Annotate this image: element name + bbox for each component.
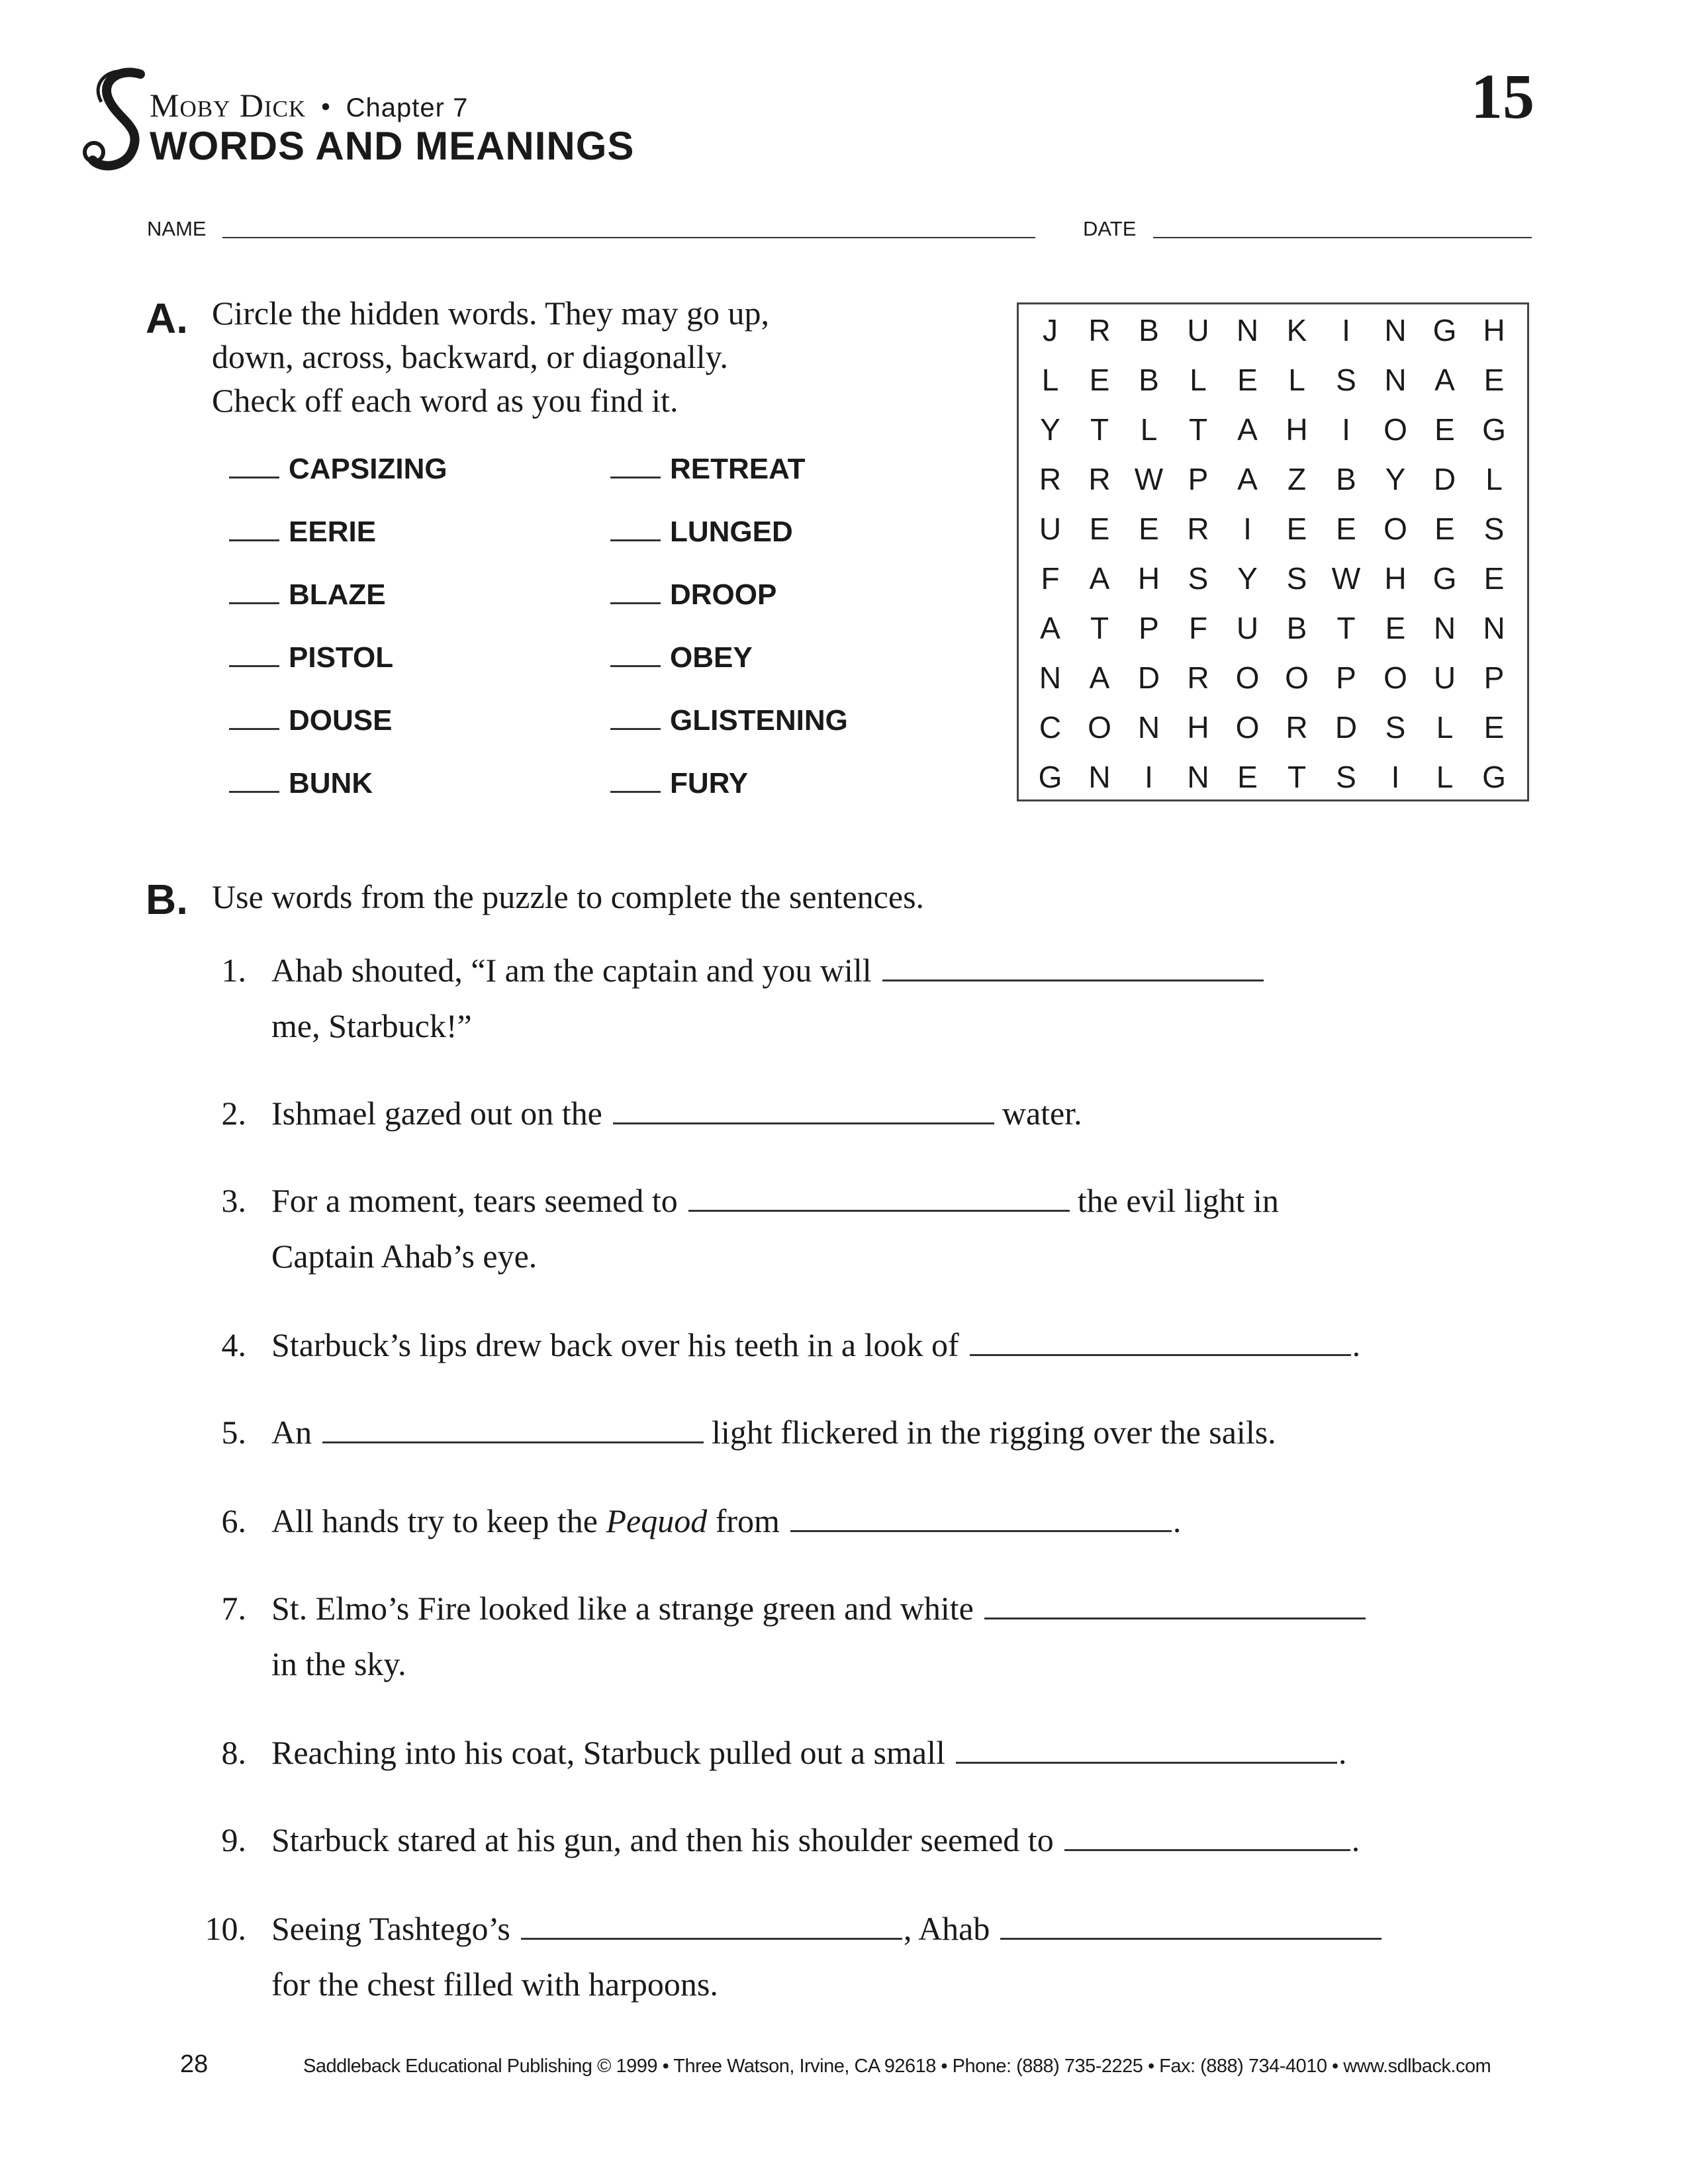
name-label: NAME (147, 217, 207, 240)
sentence-text: . (1338, 1734, 1347, 1771)
chapter-label: Chapter 7 (346, 93, 469, 122)
sentence-text: Seeing Tashtego’s (271, 1910, 510, 1947)
checkoff-blank[interactable] (610, 764, 661, 793)
grid-letter[interactable]: C (1039, 710, 1062, 745)
word-label: BUNK (289, 767, 373, 799)
grid-letter[interactable]: A (1237, 412, 1258, 447)
grid-letter[interactable]: K (1286, 313, 1307, 347)
word-entry (610, 576, 776, 612)
sentence-text: . (1352, 1326, 1361, 1363)
grid-letter[interactable]: D (1335, 710, 1358, 745)
grid-letter[interactable]: R (1088, 462, 1111, 496)
grid-letter[interactable]: E (1434, 412, 1455, 447)
sentence-text: from (715, 1502, 780, 1539)
sentence-text: An (271, 1414, 312, 1451)
grid-letter[interactable]: E (1286, 512, 1307, 546)
ship-name: Pequod (606, 1502, 708, 1539)
grid-letter[interactable]: O (1235, 660, 1260, 695)
grid-letter[interactable]: L (1485, 462, 1503, 496)
sentence-text: Starbuck stared at his gun, and then his shoulder seemed to (271, 1821, 1054, 1858)
checkoff-blank[interactable] (610, 576, 661, 604)
sentence-2 (271, 1085, 1082, 1141)
answer-blank[interactable] (322, 1411, 704, 1443)
grid-letter[interactable]: N (1187, 760, 1209, 794)
grid-letter[interactable]: P (1336, 660, 1356, 695)
answer-blank[interactable] (521, 1907, 902, 1940)
grid-letter[interactable]: G (1482, 412, 1506, 447)
checkoff-blank[interactable] (229, 513, 279, 541)
grid-letter[interactable]: E (1434, 512, 1455, 546)
sentence-number: 5. (221, 1414, 246, 1451)
grid-letter[interactable]: E (1237, 760, 1258, 794)
grid-letter[interactable]: B (1139, 313, 1159, 347)
grid-letter[interactable]: B (1336, 462, 1356, 496)
grid-letter[interactable]: U (1433, 660, 1456, 695)
grid-letter[interactable]: P (1139, 611, 1159, 645)
sentence-1 (271, 942, 1268, 1054)
word-label: CAPSIZING (289, 453, 447, 485)
instruction-line: Circle the hidden words. They may go up, (212, 295, 769, 332)
grid-letter[interactable]: N (1433, 611, 1456, 645)
sentence-number: 7. (221, 1590, 246, 1627)
sentence-5 (271, 1404, 1276, 1460)
sentence-number: 3. (221, 1182, 246, 1219)
name-field[interactable] (222, 237, 1035, 238)
grid-letter[interactable]: T (1188, 412, 1208, 447)
sentence-number: 9. (221, 1821, 246, 1858)
sentence-text: Ahab shouted, “I am the captain and you will (271, 952, 872, 989)
grid-letter[interactable]: G (1038, 760, 1062, 794)
publisher-footer: Saddleback Educational Publishing © 1999 • Three Watson, Irvine, CA 92618 • Phone: (888) 735-2225 • Fax: (888) 734-4010 • www.sdlback.com (303, 2056, 1491, 2077)
grid-letter[interactable]: S (1483, 512, 1505, 546)
answer-blank[interactable] (613, 1092, 994, 1124)
grid-letter[interactable]: T (1336, 611, 1356, 645)
sentence-text: , Ahab (903, 1910, 990, 1947)
word-entry (229, 764, 373, 800)
grid-letter[interactable]: A (1434, 363, 1455, 397)
word-entry (229, 450, 447, 486)
grid-letter[interactable]: P (1483, 660, 1505, 695)
grid-letter[interactable]: D (1433, 462, 1456, 496)
sentence-number: 8. (221, 1734, 246, 1771)
answer-blank[interactable] (970, 1324, 1351, 1356)
grid-letter[interactable]: B (1286, 611, 1307, 645)
sentence-9 (271, 1812, 1360, 1868)
sentence-text: water. (1002, 1095, 1082, 1132)
grid-letter[interactable]: I (1243, 512, 1252, 546)
sentence-4 (271, 1317, 1360, 1373)
grid-letter[interactable]: F (1188, 611, 1208, 645)
grid-letter[interactable]: H (1384, 561, 1407, 596)
sentence-text: light flickered in the rigging over the sails. (712, 1414, 1276, 1451)
grid-letter[interactable]: Y (1385, 462, 1406, 496)
sentence-text: St. Elmo’s Fire looked like a strange green and white (271, 1590, 974, 1627)
grid-letter[interactable]: R (1187, 660, 1209, 695)
sentence-text: Captain Ahab’s eye. (271, 1238, 538, 1275)
grid-row (1019, 653, 1527, 703)
grid-letter[interactable]: E (1483, 710, 1505, 745)
grid-letter[interactable]: N (1483, 611, 1505, 645)
grid-row (1019, 455, 1527, 504)
grid-letter[interactable]: T (1287, 760, 1307, 794)
grid-letter[interactable]: T (1090, 412, 1109, 447)
title-separator: • (320, 91, 332, 123)
sentence-text: Starbuck’s lips drew back over his teeth in a look of (271, 1326, 959, 1363)
sentence-text: For a moment, tears seemed to (271, 1182, 678, 1219)
checkoff-blank[interactable] (229, 576, 279, 604)
checkoff-blank[interactable] (610, 450, 661, 478)
sentence-3 (271, 1173, 1279, 1284)
grid-letter[interactable]: I (1342, 313, 1350, 347)
grid-letter[interactable]: P (1188, 462, 1209, 496)
date-label: DATE (1083, 217, 1137, 240)
grid-row (1019, 554, 1527, 604)
word-entry (610, 702, 848, 737)
word-entry (610, 764, 748, 800)
word-label: DOUSE (289, 704, 393, 737)
checkoff-blank[interactable] (610, 513, 661, 541)
grid-letter[interactable]: H (1137, 561, 1160, 596)
grid-letter[interactable]: F (1041, 561, 1060, 596)
grid-letter[interactable]: E (1237, 363, 1258, 397)
answer-blank[interactable] (956, 1731, 1337, 1764)
grid-letter[interactable]: D (1137, 660, 1160, 695)
word-entry (610, 513, 793, 549)
sheet-number: 15 (1471, 61, 1534, 132)
section-b-instructions: Use words from the puzzle to complete the sentences. (212, 878, 925, 915)
grid-letter[interactable]: G (1432, 313, 1457, 347)
checkoff-blank[interactable] (610, 639, 661, 667)
grid-letter[interactable]: W (1331, 561, 1361, 596)
sentence-text: All hands try to keep the (271, 1502, 598, 1539)
answer-blank[interactable] (1064, 1819, 1350, 1851)
grid-letter[interactable]: U (1039, 512, 1062, 546)
grid-row (1019, 405, 1527, 455)
answer-blank[interactable] (790, 1500, 1172, 1532)
sentence-number: 2. (221, 1095, 246, 1132)
grid-letter[interactable]: A (1089, 660, 1110, 695)
sentence-text: the evil light in (1077, 1182, 1279, 1219)
sentence-text: Ishmael gazed out on the (271, 1095, 602, 1132)
grid-letter[interactable]: L (1288, 363, 1305, 397)
word-label: DROOP (670, 578, 777, 611)
sentence-number: 4. (221, 1326, 246, 1363)
grid-letter[interactable]: L (1436, 760, 1454, 794)
sentence-text: in the sky. (271, 1645, 406, 1682)
checkoff-blank[interactable] (610, 702, 661, 730)
grid-row (1019, 306, 1527, 355)
sentence-10 (271, 1901, 1385, 2012)
grid-letter[interactable]: L (1140, 412, 1158, 447)
word-entry (229, 513, 376, 549)
grid-row (1019, 504, 1527, 554)
grid-letter[interactable]: H (1483, 313, 1505, 347)
grid-letter[interactable]: E (1483, 363, 1505, 397)
word-label: BLAZE (289, 578, 386, 611)
grid-letter[interactable]: U (1187, 313, 1209, 347)
grid-letter[interactable]: N (1384, 313, 1407, 347)
grid-row (1019, 604, 1527, 653)
word-label: RETREAT (670, 453, 806, 485)
instruction-line: Check off each word as you find it. (212, 382, 679, 419)
grid-letter[interactable]: L (1041, 363, 1059, 397)
grid-letter[interactable]: E (1336, 512, 1356, 546)
word-entry (229, 702, 392, 737)
word-entry (610, 639, 753, 674)
grid-letter[interactable]: S (1188, 561, 1209, 596)
grid-letter[interactable]: L (1436, 710, 1454, 745)
grid-letter[interactable]: N (1236, 313, 1259, 347)
grid-letter[interactable]: A (1040, 611, 1060, 645)
grid-letter[interactable]: R (1039, 462, 1062, 496)
section-a-letter: A. (146, 295, 188, 342)
word-entry (229, 576, 386, 612)
grid-letter[interactable]: H (1187, 710, 1209, 745)
word-label: PISTOL (289, 641, 394, 674)
grid-letter[interactable]: A (1237, 462, 1258, 496)
sentence-number: 10. (205, 1910, 246, 1947)
word-label: GLISTENING (670, 704, 848, 737)
word-label: EERIE (289, 516, 377, 548)
grid-letter[interactable]: Z (1287, 462, 1307, 496)
sentence-number: 1. (221, 952, 246, 989)
sentence-number: 6. (221, 1502, 246, 1539)
grid-letter[interactable]: G (1482, 760, 1506, 794)
sentence-8 (271, 1725, 1346, 1780)
word-search-grid[interactable] (1017, 302, 1529, 801)
sentence-text: . (1172, 1502, 1182, 1539)
answer-blank[interactable] (882, 949, 1264, 981)
sentence-6 (271, 1493, 1181, 1549)
grid-letter[interactable]: N (1088, 760, 1111, 794)
grid-letter[interactable]: O (1235, 710, 1260, 745)
grid-letter[interactable]: Y (1040, 412, 1060, 447)
grid-row (1019, 703, 1527, 752)
grid-letter[interactable]: R (1187, 512, 1209, 546)
grid-letter[interactable]: J (1043, 313, 1058, 347)
grid-letter[interactable]: S (1336, 760, 1356, 794)
grid-letter[interactable]: R (1286, 710, 1308, 745)
sentence-text: for the chest filled with harpoons. (271, 1966, 718, 2003)
sentence-text: . (1351, 1821, 1360, 1858)
book-title-line (150, 86, 468, 124)
grid-letter[interactable]: G (1432, 561, 1457, 596)
answer-blank[interactable] (984, 1587, 1366, 1619)
grid-letter[interactable]: E (1483, 561, 1505, 596)
grid-letter[interactable]: N (1039, 660, 1062, 695)
grid-letter[interactable]: T (1090, 611, 1109, 645)
answer-blank[interactable] (1000, 1907, 1382, 1940)
grid-letter[interactable]: O (1088, 710, 1111, 745)
sentence-7 (271, 1580, 1370, 1692)
grid-letter[interactable]: L (1190, 363, 1207, 397)
grid-letter[interactable]: A (1089, 561, 1110, 596)
grid-letter[interactable]: R (1088, 313, 1111, 347)
checkoff-blank[interactable] (229, 764, 279, 793)
grid-letter[interactable]: N (1137, 710, 1160, 745)
grid-letter[interactable]: E (1139, 512, 1159, 546)
page-number: 28 (180, 2050, 209, 2078)
grid-row (1019, 752, 1527, 802)
section-b-letter: B. (146, 876, 188, 923)
grid-letter[interactable]: Y (1237, 561, 1258, 596)
grid-row (1019, 355, 1527, 405)
grid-letter[interactable]: U (1236, 611, 1259, 645)
book-title: Moby Dick (150, 87, 306, 124)
instruction-line: down, across, backward, or diagonally. (212, 338, 728, 375)
saddleback-s-logo-icon (79, 68, 152, 173)
grid-letter[interactable]: I (1145, 760, 1153, 794)
checkoff-blank[interactable] (229, 702, 279, 730)
grid-letter[interactable]: E (1089, 512, 1110, 546)
grid-letter[interactable]: O (1383, 412, 1407, 447)
word-entry (229, 639, 393, 674)
grid-letter[interactable]: E (1385, 611, 1406, 645)
grid-letter[interactable]: I (1342, 412, 1350, 447)
grid-letter[interactable]: E (1089, 363, 1110, 397)
grid-letter[interactable]: B (1139, 363, 1159, 397)
word-label: OBEY (670, 641, 753, 674)
grid-letter[interactable]: W (1134, 462, 1164, 496)
grid-letter[interactable]: I (1391, 760, 1400, 794)
grid-letter[interactable]: O (1383, 512, 1407, 546)
checkoff-blank[interactable] (229, 450, 279, 478)
grid-letter[interactable]: O (1383, 660, 1407, 695)
word-label: FURY (670, 767, 749, 799)
grid-letter[interactable]: H (1286, 412, 1308, 447)
word-entry (610, 450, 806, 486)
sentence-text: Reaching into his coat, Starbuck pulled out a small (271, 1734, 945, 1771)
grid-letter[interactable]: S (1336, 363, 1356, 397)
grid-letter[interactable]: S (1286, 561, 1307, 596)
grid-letter[interactable]: N (1384, 363, 1407, 397)
date-field[interactable] (1153, 237, 1532, 238)
sheet-title: WORDS AND MEANINGS (150, 124, 635, 168)
grid-letter[interactable]: O (1285, 660, 1309, 695)
answer-blank[interactable] (688, 1179, 1070, 1212)
grid-letter[interactable]: S (1385, 710, 1406, 745)
section-a-instructions (212, 291, 769, 422)
sentence-text: me, Starbuck!” (271, 1007, 472, 1044)
word-label: LUNGED (670, 516, 793, 548)
checkoff-blank[interactable] (229, 639, 279, 667)
